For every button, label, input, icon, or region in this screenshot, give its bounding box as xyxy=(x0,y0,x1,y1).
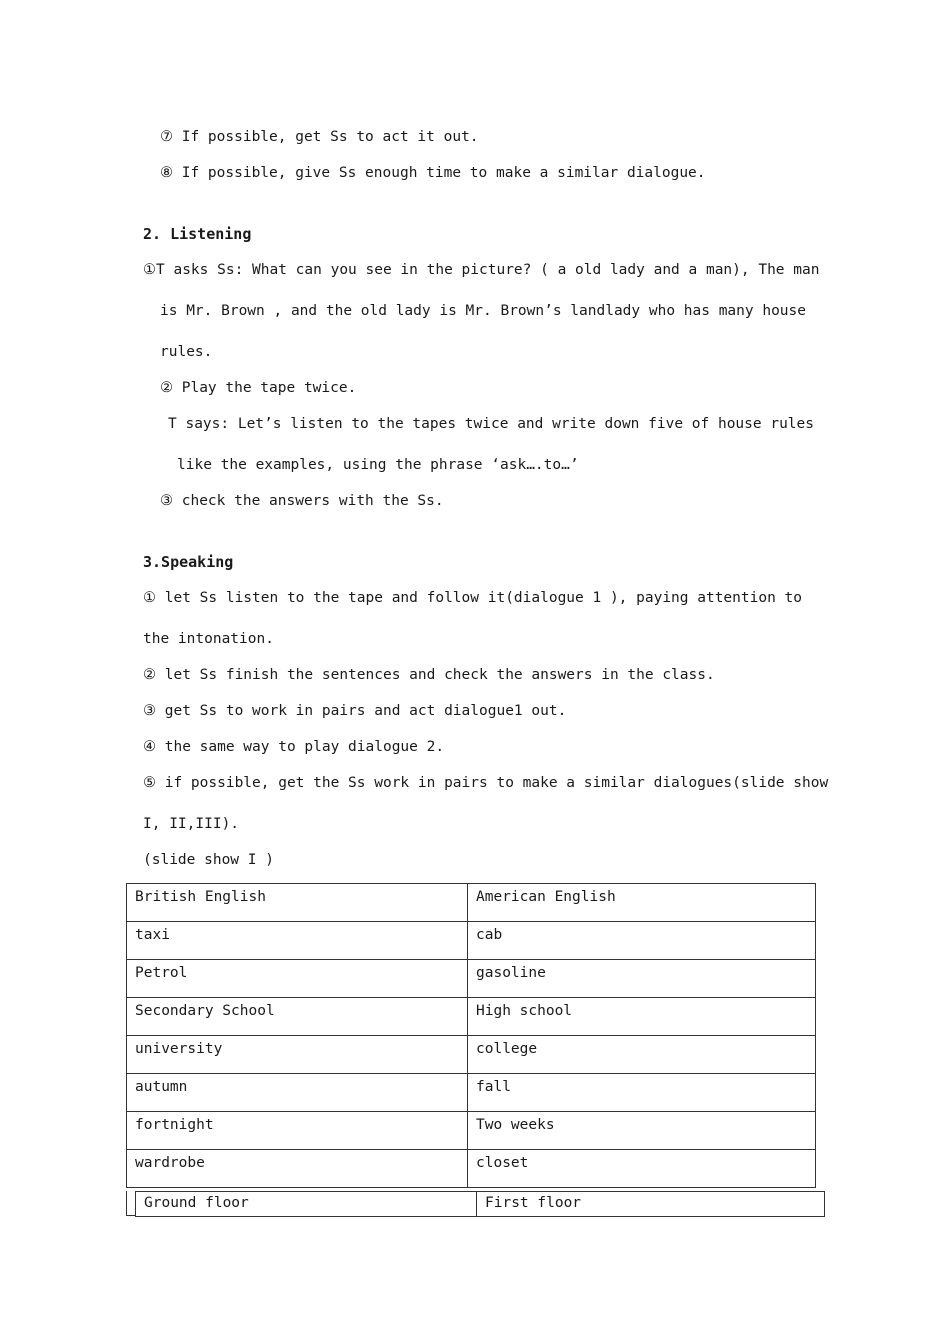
table-cell: Secondary School xyxy=(127,998,468,1036)
table-row xyxy=(127,960,816,998)
table-cell: fortnight xyxy=(127,1112,468,1150)
table-cell: autumn xyxy=(127,1074,468,1112)
table-cell: High school xyxy=(468,998,816,1036)
listening-step3: ③ check the answers with the Ss. xyxy=(160,493,444,509)
table-cell: college xyxy=(468,1036,816,1074)
listening-teacher-line1: T says: Let’s listen to the tapes twice and write down five of house rules xyxy=(168,416,815,432)
speaking-step2: ② let Ss finish the sentences and check the answers in the class. xyxy=(143,667,715,683)
speaking-step5-line1: ⑤ if possible, get the Ss work in pairs to make a similar dialogues(slide show xyxy=(143,775,829,791)
table-cell: First floor xyxy=(485,1195,582,1211)
table-cell: fall xyxy=(468,1074,816,1112)
table-cell: university xyxy=(127,1036,468,1074)
speaking-step3: ③ get Ss to work in pairs and act dialogue1 out. xyxy=(143,703,567,719)
table-cell: taxi xyxy=(127,922,468,960)
table-cell: Petrol xyxy=(127,960,468,998)
table-row-last xyxy=(135,1191,825,1217)
table-cell: cab xyxy=(468,922,816,960)
speaking-heading: 3.Speaking xyxy=(143,553,234,571)
speaking-step1-line2: the intonation. xyxy=(143,631,274,647)
table-cell: closet xyxy=(468,1150,816,1188)
table-row xyxy=(127,922,816,960)
listening-step1-line1: ①T asks Ss: What can you see in the picture? ( a old lady and a man), The man xyxy=(143,262,820,278)
table-row xyxy=(127,1036,816,1074)
listening-teacher-line2: like the examples, using the phrase ‘ask….to…’ xyxy=(177,457,579,473)
table-row xyxy=(127,998,816,1036)
table-row xyxy=(127,1074,816,1112)
table-cell: British English xyxy=(127,884,468,922)
step-7: ⑦ If possible, get Ss to act it out. xyxy=(160,129,479,145)
table-row xyxy=(127,1150,816,1188)
speaking-step5-line2: I, II,III). xyxy=(143,816,240,832)
table-row xyxy=(127,884,816,922)
table-cell: American English xyxy=(468,884,816,922)
table-row xyxy=(127,1112,816,1150)
english-vocabulary-table xyxy=(126,883,816,1188)
listening-step1-line2: is Mr. Brown , and the old lady is Mr. Brown’s landlady who has many house xyxy=(160,303,807,319)
table-edge-line xyxy=(126,1191,127,1215)
listening-heading: 2. Listening xyxy=(143,225,252,243)
speaking-step4: ④ the same way to play dialogue 2. xyxy=(143,739,445,755)
step-8: ⑧ If possible, give Ss enough time to make a similar dialogue. xyxy=(160,165,706,181)
speaking-step1-line1: ① let Ss listen to the tape and follow it(dialogue 1 ), paying attention to xyxy=(143,590,802,606)
table-cell: Two weeks xyxy=(468,1112,816,1150)
table-cell: gasoline xyxy=(468,960,816,998)
listening-step1-line3: rules. xyxy=(160,344,213,360)
table-cell: wardrobe xyxy=(127,1150,468,1188)
listening-step2: ② Play the tape twice. xyxy=(160,380,357,396)
slide-show-caption: (slide show I ) xyxy=(143,852,274,868)
table-cell: Ground floor xyxy=(136,1192,477,1216)
